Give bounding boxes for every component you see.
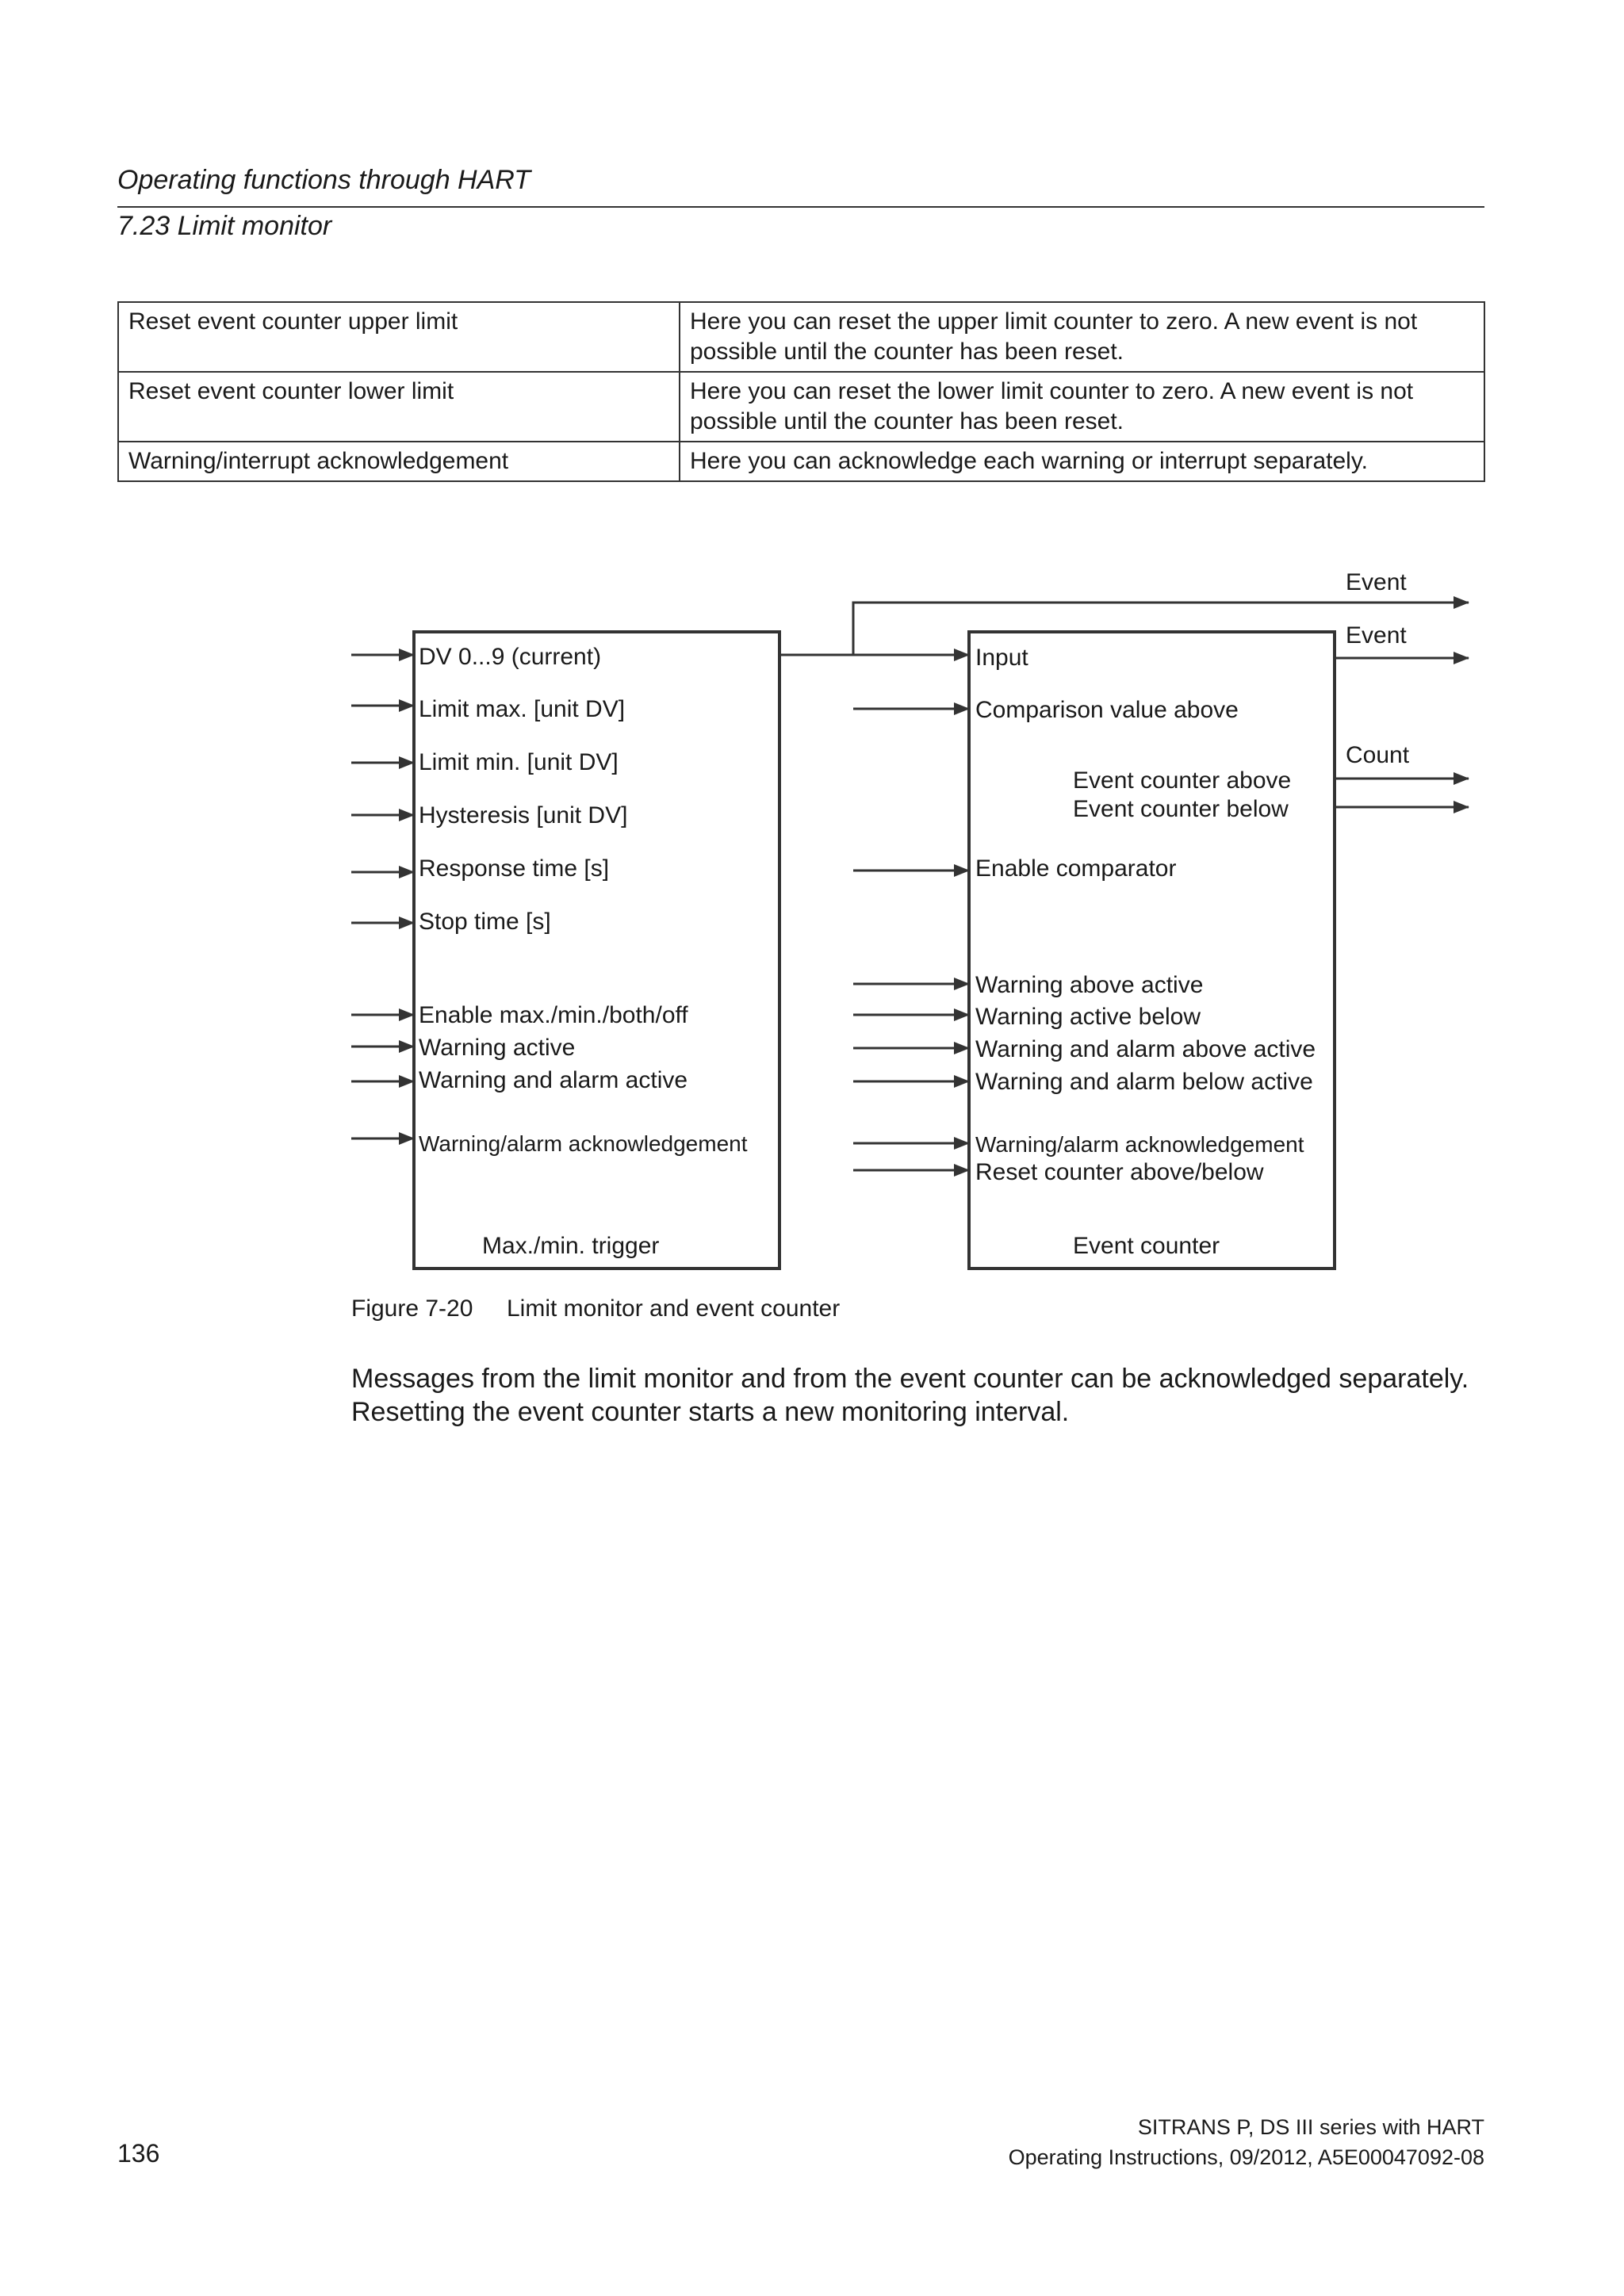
section-title: 7.23 Limit monitor: [117, 211, 332, 241]
trigger-input-label: Hysteresis [unit DV]: [419, 802, 628, 828]
figure-caption: [351, 1295, 840, 1322]
trigger-input-label: Limit min. [unit DV]: [419, 749, 619, 775]
counter-input-label: Input: [975, 645, 1028, 671]
table-cell-name: Reset event counter lower limit: [118, 372, 680, 442]
trigger-input-label: Warning and alarm active: [419, 1067, 688, 1093]
trigger-input-label: DV 0...9 (current): [419, 644, 602, 670]
count-output-label: Count: [1346, 742, 1410, 768]
footer-product: SITRANS P, DS III series with HART: [1137, 2115, 1484, 2139]
trigger-input-label: Limit max. [unit DV]: [419, 696, 626, 722]
page-number: 136: [117, 2139, 160, 2168]
figure-title: Limit monitor and event counter: [507, 1295, 841, 1322]
counter-input-label: Warning and alarm above active: [975, 1036, 1316, 1062]
counter-input-label: Warning/alarm acknowledgement: [975, 1132, 1304, 1157]
counter-input-label: Enable comparator: [975, 855, 1177, 882]
counter-input-label: Warning active below: [975, 1004, 1201, 1030]
counter-output-arrows: [1335, 658, 1469, 807]
counter-output-label: Event counter below: [1073, 796, 1289, 822]
body-paragraph: Messages from the limit monitor and from the event counter can be acknowledged separately. Resetting the event counter starts a new monitoring interval.: [351, 1364, 1469, 1427]
counter-input-label: Reset counter above/below: [975, 1159, 1264, 1185]
counter-input-label: Warning above active: [975, 972, 1204, 998]
counter-labels: [975, 645, 1316, 1259]
counter-output-label: Event counter above: [1073, 767, 1292, 794]
counter-input-arrows: [853, 709, 969, 1170]
table-cell-description: Here you can reset the lower limit counter to zero. A new event is not possible until the counter has been reset.: [680, 372, 1484, 442]
table-cell-description: Here you can acknowledge each warning or interrupt separately.: [680, 442, 1484, 481]
trigger-block-title: Max./min. trigger: [482, 1233, 660, 1259]
trigger-input-arrows: [351, 655, 414, 1138]
event-output-label: Event: [1346, 569, 1407, 595]
counter-block-title: Event counter: [1073, 1233, 1220, 1259]
trigger-input-label: Enable max./min./both/off: [419, 1002, 688, 1028]
trigger-labels: [419, 644, 748, 1259]
trigger-input-label: Response time [s]: [419, 855, 610, 882]
footer-document: Operating Instructions, 09/2012, A5E00047092-08: [1008, 2145, 1484, 2169]
table-cell-name: Warning/interrupt acknowledgement: [118, 442, 680, 481]
trigger-block: [414, 632, 779, 1269]
chapter-title: Operating functions through HART: [117, 165, 530, 195]
event-output-label: Event: [1346, 622, 1407, 649]
table-cell-name: Reset event counter upper limit: [118, 302, 680, 372]
counter-input-label: Comparison value above: [975, 697, 1239, 723]
figure-number: Figure 7-20: [351, 1295, 473, 1322]
trigger-input-label: Warning/alarm acknowledgement: [419, 1131, 748, 1156]
counter-input-label: Warning and alarm below active: [975, 1069, 1313, 1095]
table-cell-description: Here you can reset the upper limit counter to zero. A new event is not possible until the counter has been reset.: [680, 302, 1484, 372]
trigger-input-label: Stop time [s]: [419, 909, 551, 935]
trigger-input-label: Warning active: [419, 1035, 576, 1061]
